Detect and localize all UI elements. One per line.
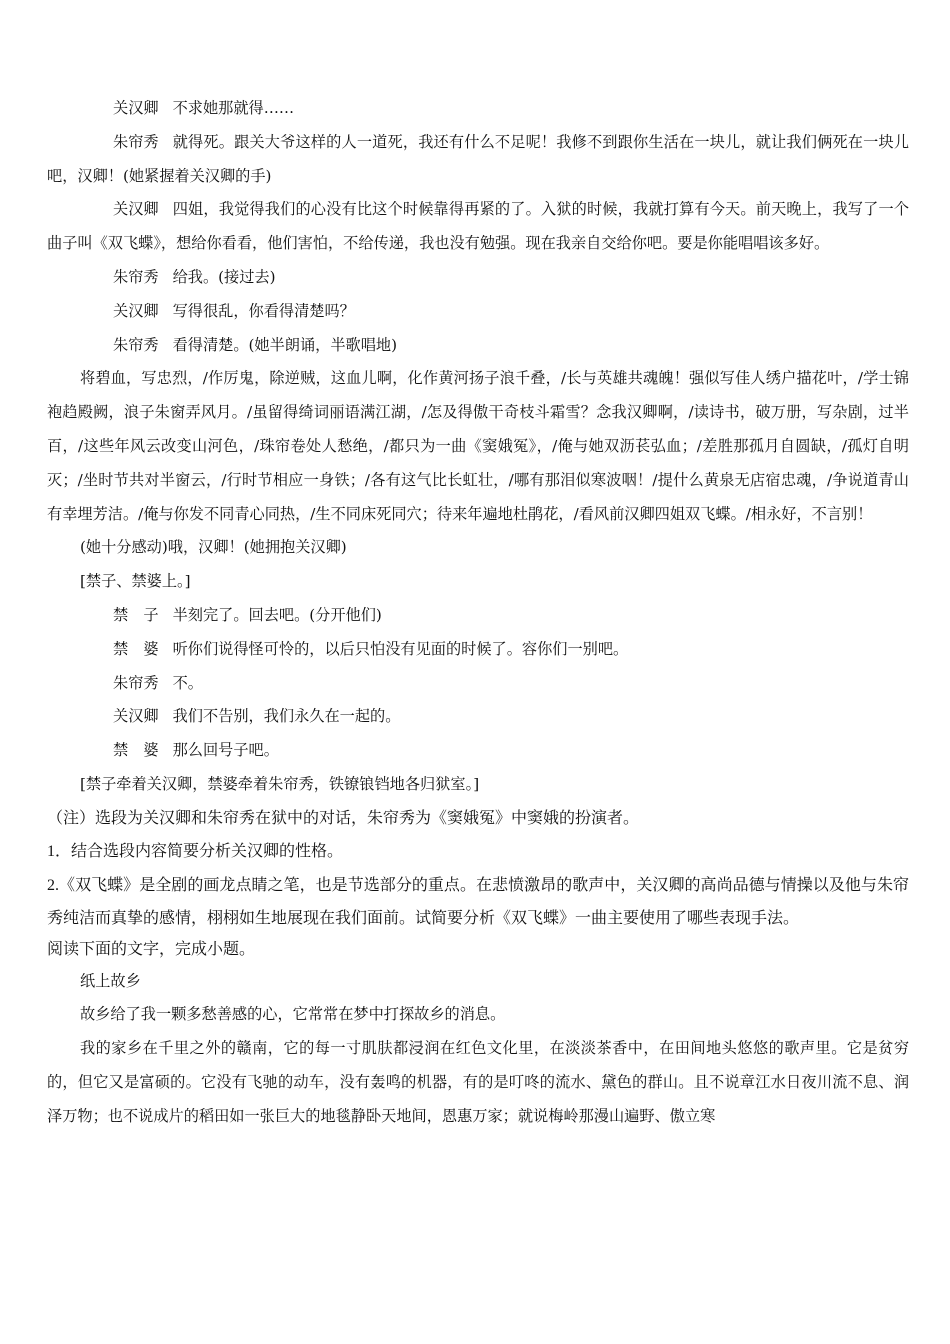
dialogue-line <box>47 667 909 701</box>
stage-direction: [禁子、禁婆上。] <box>80 572 191 591</box>
speaker-name: 朱帘秀 <box>113 132 159 151</box>
document-page <box>47 92 909 1134</box>
speaker-name: 朱帘秀 <box>113 267 159 286</box>
question-1: 1．结合选段内容简要分析关汉卿的性格。 <box>47 843 344 861</box>
speaker-name: 关汉卿 <box>113 707 159 726</box>
essay-paragraph: 故乡给了我一颗多愁善感的心，它常常在梦中打探故乡的消息。 <box>80 1005 506 1024</box>
speech-text: 四姐，我觉得我们的心没有比这个时候靠得再紧的了。入狱的时候，我就打算有今天。前天晚上，我写了一个曲子叫《双飞蝶》，想给你看看，他们害怕，不给传递，我也没有勉强。现在我亲自交给你吧。要是你能唱唱该多好。 <box>47 200 909 253</box>
speaker-name: 关汉卿 <box>113 301 159 320</box>
essay-title: 纸上故乡 <box>80 972 141 991</box>
speaker-name: 禁 婆 <box>113 741 159 760</box>
essay-paragraph: 我的家乡在千里之外的赣南，它的每一寸肌肤都浸润在红色文化里，在淡淡茶香中，在田间地头悠悠的歌声里。它是贫穷的，但它又是富硕的。它没有飞驰的动车，没有轰鸣的机器，有的是叮咚的流水、黛色的群山。且不说章江水日夜川流不息、润泽万物；也不说成片的稻田如一张巨大的地毯静卧天地间，恩惠万家；就说梅岭那漫山遍野、傲立寒 <box>47 1039 909 1125</box>
speech-text: 半刻完了。回去吧。(分开他们) <box>172 605 382 624</box>
speaker-name: 关汉卿 <box>113 99 159 117</box>
dialogue-line <box>47 329 909 363</box>
song-lyrics: 将碧血，写忠烈，/作厉鬼，除逆贼，这血儿啊，化作黄河扬子浪千叠，/长与英雄共魂魄！强似写佳人绣户描花叶，/学士锦袍趋殿阙，浪子朱窗弄风月。/虽留得绮词丽语满江湖，/怎及得傲干奇枝斗霜雪？念我汉卿啊，/读诗书，破万册，写杂剧，过半百，/这些年风云改变山河色，/珠帘卷处人愁绝，/都只为一曲《窦娥冤》，/俺与她双沥苌弘血；/差胜那孤月自圆缺，/孤灯自明灭；/坐时节共对半窗云，/行时节相应一身铁；/各有这气比长虹壮，/哪有那泪似寒波咽！/提什么黄泉无店宿忠魂，/争说道青山有幸埋芳洁。/俺与你发不同青心同热，/生不同床死同穴；待来年遍地杜鹃花，/看风前汉卿四姐双飞蝶。/相永好，不言别！ <box>47 369 909 523</box>
speech-text: 就得死。跟关大爷这样的人一道死，我还有什么不足呢！我修不到跟你生活在一块儿，就让我们俩死在一块儿吧，汉卿！(她紧握着关汉卿的手) <box>47 132 909 185</box>
speaker-name: 禁 子 <box>113 605 159 624</box>
speech-text: 不。 <box>172 673 203 692</box>
dialogue-line <box>47 193 909 261</box>
speaker-name: 关汉卿 <box>113 200 159 219</box>
speaker-name: 朱帘秀 <box>113 673 159 692</box>
speech-text: 看得清楚。(她半朗诵，半歌唱地) <box>172 335 398 354</box>
reading-instruction: 阅读下面的文字，完成小题。 <box>47 941 256 959</box>
question-2: 2.《双飞蝶》是全剧的画龙点睛之笔，也是节选部分的重点。在悲愤激昂的歌声中，关汉卿的高尚品德与情操以及他与朱帘秀纯洁而真挚的感情，栩栩如生地展现在我们面前。试简要分析《双飞蝶》一曲主要使用了哪些表现手法。 <box>47 876 909 927</box>
dialogue-line <box>47 734 909 768</box>
dialogue-line <box>47 599 909 633</box>
stage-direction: [禁子牵着关汉卿，禁婆牵着朱帘秀，铁镣锒铛地各归狱室。] <box>80 774 480 793</box>
dialogue-line <box>47 700 909 734</box>
speech-text: 写得很乱，你看得清楚吗？ <box>172 301 355 320</box>
stage-action: (她十分感动)哦，汉卿！(她拥抱关汉卿) <box>80 538 347 557</box>
footnote: （注）选段为关汉卿和朱帘秀在狱中的对话，朱帘秀为《窦娥冤》中窦娥的扮演者。 <box>47 809 640 827</box>
speech-text: 不求她那就得…… <box>172 99 295 117</box>
dialogue-line <box>47 261 909 295</box>
dialogue-line <box>47 295 909 329</box>
speaker-name: 禁 婆 <box>113 639 159 658</box>
speech-text: 那么回号子吧。 <box>172 741 279 760</box>
dialogue-line <box>47 92 909 126</box>
speech-text: 我们不告别，我们永久在一起的。 <box>172 707 401 726</box>
speaker-name: 朱帘秀 <box>113 335 159 354</box>
speech-text: 听你们说得怪可怜的，以后只怕没有见面的时候了。容你们一别吧。 <box>172 639 629 658</box>
dialogue-line <box>47 126 909 194</box>
speech-text: 给我。(接过去) <box>172 267 276 286</box>
dialogue-line <box>47 633 909 667</box>
